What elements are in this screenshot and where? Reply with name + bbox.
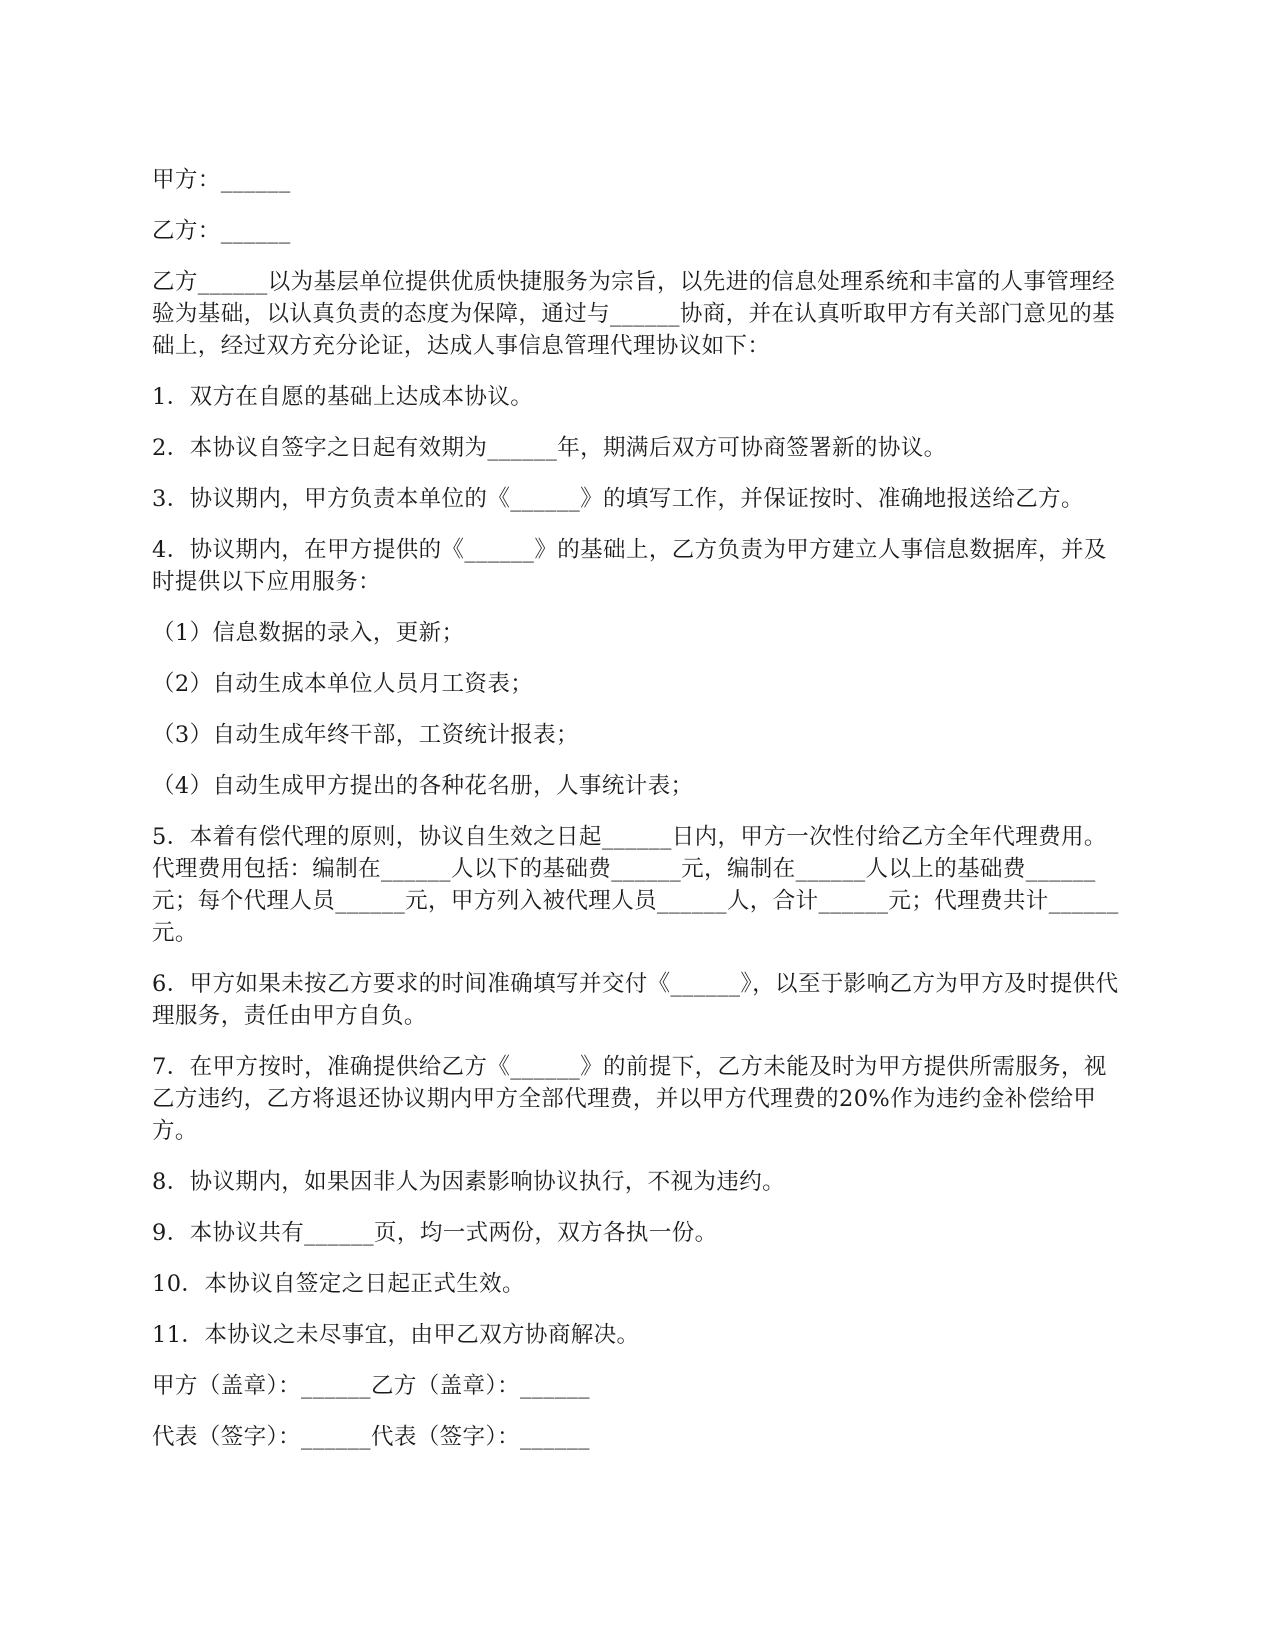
clause-11: 11．本协议之未尽事宜，由甲乙双方协商解决。 <box>152 1322 640 1348</box>
clause-1: 1．双方在自愿的基础上达成本协议。 <box>152 384 534 410</box>
clause-2: 2．本协议自签字之日起有效期为______年，期满后双方可协商签署新的协议。 <box>152 435 947 461</box>
clause-8: 8．协议期内，如果因非人为因素影响协议执行，不视为违约。 <box>152 1169 786 1195</box>
party-a-line: 甲方：______ <box>152 167 291 193</box>
signature-representative-line: 代表（签字）：______代表（签字）：______ <box>152 1424 590 1450</box>
clause-4: 4．协议期内，在甲方提供的《______》的基础上，乙方负责为甲方建立人事信息数据库，并及时提供以下应用服务： <box>152 537 1107 595</box>
intro-paragraph: 乙方______以为基层单位提供优质快捷服务为宗旨，以先进的信息处理系统和丰富的人事管理经验为基础，以认真负责的态度为保障，通过与______协商，并在认真听取甲方有关部门意见的基础上，经过双方充分论证，达成人事信息管理代理协议如下： <box>152 269 1116 359</box>
party-b-line: 乙方：______ <box>152 218 291 244</box>
clause-4-item-2: （2）自动生成本单位人员月工资表； <box>152 671 534 697</box>
clause-5: 5．本着有偿代理的原则，协议自生效之日起______日内，甲方一次性付给乙方全年代理费用。代理费用包括：编制在______人以下的基础费______元，编制在______人以上的基础费______元；每个代理人员______元，甲方列入被代理人员______人，合计______元；代理费共计______元。 <box>152 824 1119 946</box>
document-body <box>152 164 1124 1472</box>
clause-9: 9．本协议共有______页，均一式两份，双方各执一份。 <box>152 1220 718 1246</box>
clause-4-item-3: （3）自动生成年终干部，工资统计报表； <box>152 722 579 748</box>
clause-4-item-1: （1）信息数据的录入，更新； <box>152 620 465 646</box>
clause-10: 10．本协议自签定之日起正式生效。 <box>152 1271 525 1297</box>
clause-7: 7．在甲方按时，准确提供给乙方《______》的前提下，乙方未能及时为甲方提供所需服务，视乙方违约，乙方将退还协议期内甲方全部代理费，并以甲方代理费的20%作为违约金补偿给甲方。 <box>152 1054 1107 1144</box>
clause-6: 6．甲方如果未按乙方要求的时间准确填写并交付《______》，以至于影响乙方为甲方及时提供代理服务，责任由甲方自负。 <box>152 971 1119 1029</box>
signature-seal-line: 甲方（盖章）：______乙方（盖章）：______ <box>152 1373 590 1399</box>
clause-4-item-4: （4）自动生成甲方提出的各种花名册，人事统计表； <box>152 773 694 799</box>
clause-3: 3．协议期内，甲方负责本单位的《______》的填写工作，并保证按时、准确地报送给乙方。 <box>152 486 1084 512</box>
